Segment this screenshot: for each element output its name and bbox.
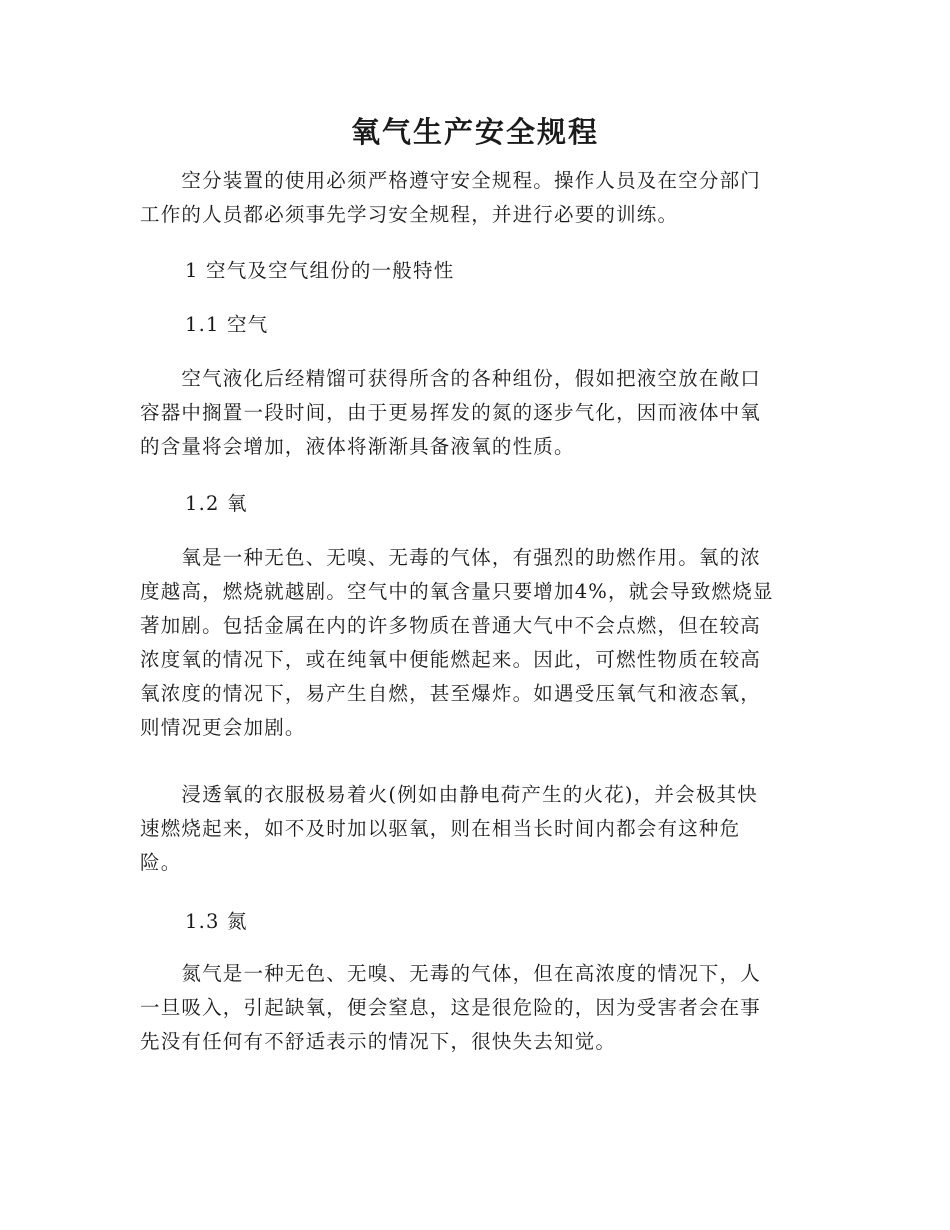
oxygen-paragraph-1 [140,541,810,745]
paragraph-line: 浓度氧的情况下，或在纯氧中便能燃起来。因此，可燃性物质在较高 [140,648,762,671]
paragraph-line: 浸透氧的衣服极易着火(例如由静电荷产生的火花)，并会极其快 [140,783,758,806]
section-heading-1-2: 1.2 氧 [185,492,248,515]
paragraph-line: 氧浓度的情况下，易产生自燃，甚至爆炸。如遇受压氧气和液态氧， [140,682,762,705]
paragraph-line: 空分装置的使用必须严格遵守安全规程。操作人员及在空分部门 [140,169,762,192]
oxygen-paragraph-2 [140,778,810,880]
paragraph-line: 氧是一种无色、无嗅、无毒的气体，有强烈的助燃作用。氧的浓 [140,546,762,569]
paragraph-line: 险。 [140,851,182,874]
section-heading-1-3: 1.3 氮 [185,910,248,933]
paragraph-line: 著加剧。包括金属在内的许多物质在普通大气中不会点燃，但在较高 [140,614,762,637]
section-heading-1: 1 空气及空气组份的一般特性 [185,259,455,282]
intro-paragraph [140,164,810,232]
paragraph-line: 度越高，燃烧就越剧。空气中的氧含量只要增加4%，就会导致燃烧显 [140,580,774,603]
paragraph-line: 则情况更会加剧。 [140,716,306,739]
paragraph-line: 的含量将会增加，液体将渐渐具备液氧的性质。 [140,435,575,458]
paragraph-line: 工作的人员都必须事先学习安全规程，并进行必要的训练。 [140,203,679,226]
nitrogen-paragraph [140,957,810,1059]
paragraph-line: 空气液化后经精馏可获得所含的各种组份，假如把液空放在敞口 [140,367,762,390]
paragraph-line: 一旦吸入，引起缺氧，便会窒息，这是很危险的，因为受害者会在事 [140,996,762,1019]
section-heading-1-1: 1.1 空气 [185,313,269,336]
paragraph-line: 氮气是一种无色、无嗅、无毒的气体，但在高浓度的情况下，人 [140,962,762,985]
paragraph-line: 速燃烧起来，如不及时加以驱氧，则在相当长时间内都会有这种危 [140,817,741,840]
document-title: 氧气生产安全规程 [350,115,599,149]
paragraph-line: 先没有任何有不舒适表示的情况下，很快失去知觉。 [140,1030,617,1053]
paragraph-line: 容器中搁置一段时间，由于更易挥发的氮的逐步气化，因而液体中氧 [140,401,762,424]
air-paragraph [140,362,810,464]
